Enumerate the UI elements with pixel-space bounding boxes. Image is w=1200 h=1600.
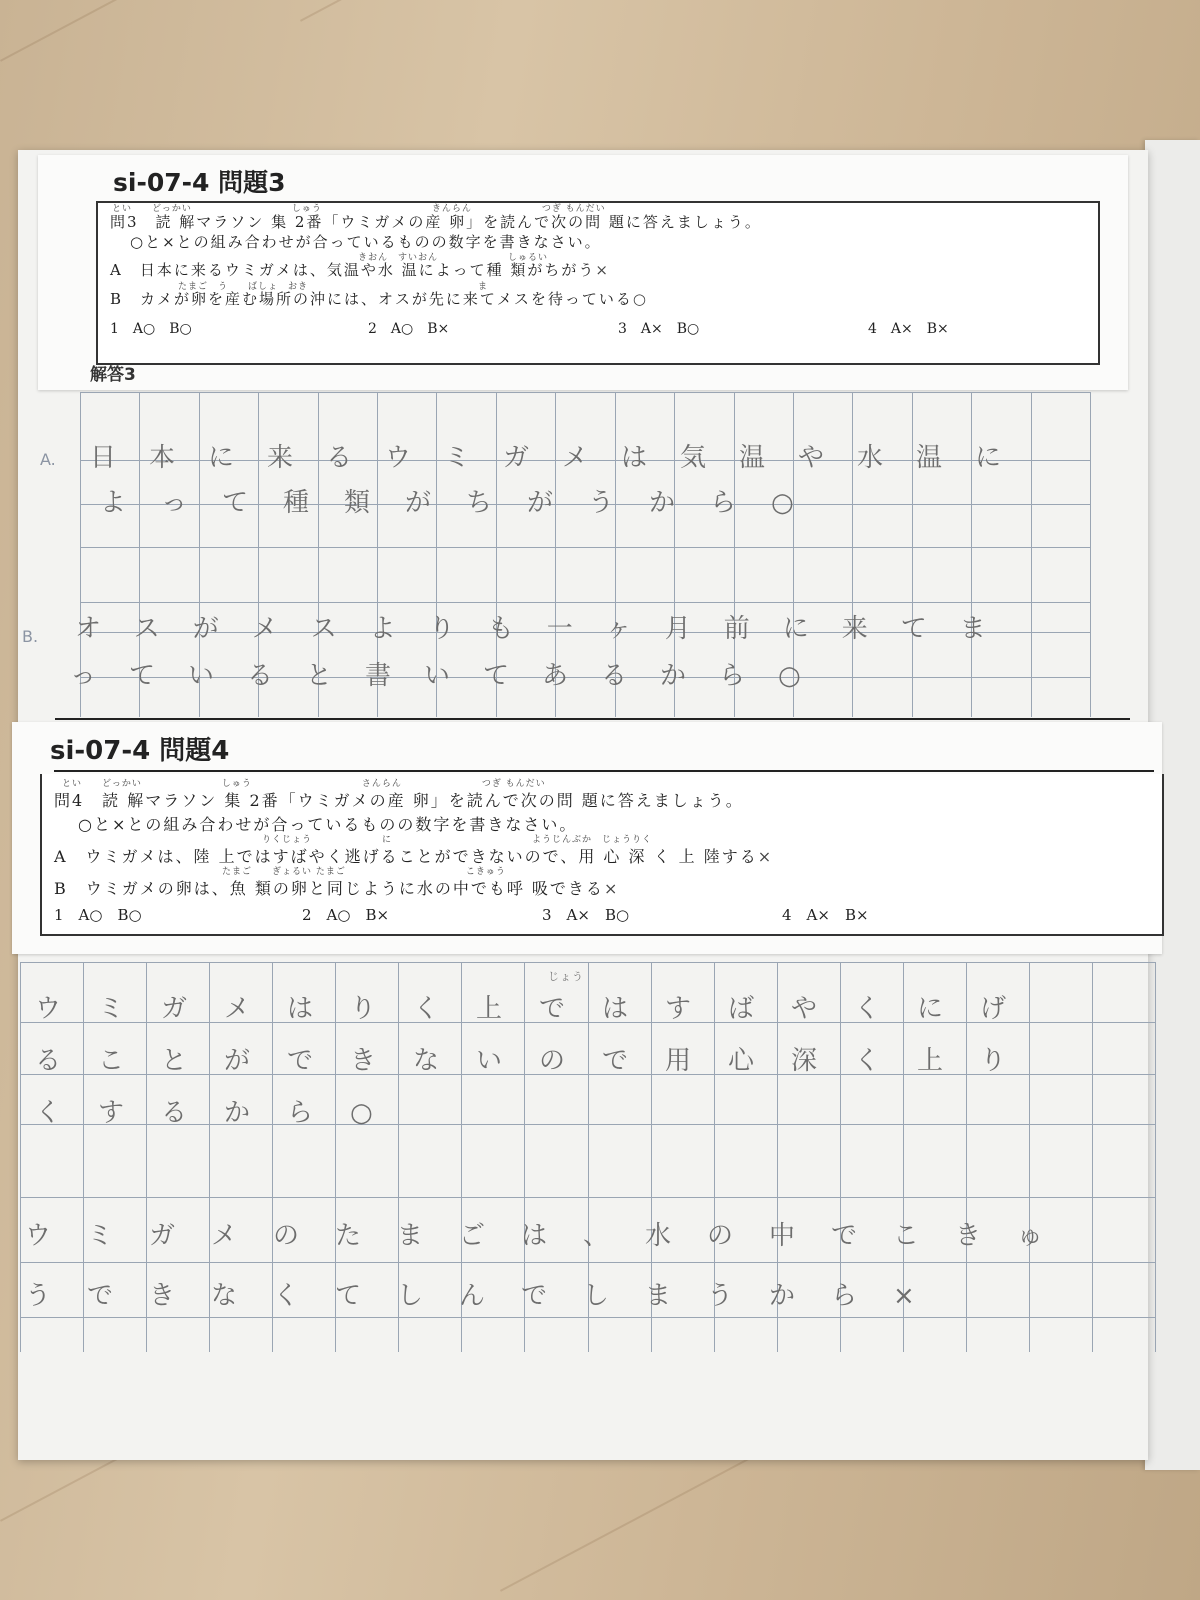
row-label-b: B. [22, 627, 39, 646]
option-4: 4 A× B× [868, 321, 949, 337]
question4-prompt: 問4 読 解マラソン 集 2番「ウミガメの産 卵」を読んで次の問 題に答えましょう。 [54, 791, 744, 810]
title-underline [54, 770, 1154, 772]
furigana: りくじょう に ようじんぶか じょうりく [262, 835, 653, 845]
furigana: とい どっかい しゅう さんらん つぎ もんだい [62, 779, 546, 789]
option-1: 1 A○ B○ [110, 321, 192, 337]
question4-statement-b [54, 876, 619, 899]
option-2: 2 A○ B× [302, 906, 390, 924]
grid-row-line [80, 602, 1090, 603]
question4-title: si-07-4 問題4 [50, 736, 230, 766]
answer4-row-b1: ウミガメのたまごは、水の中でこきゅ [25, 1221, 1080, 1251]
question3-title: si-07-4 問題3 [113, 168, 286, 197]
answer-mark: ○ [632, 290, 648, 308]
furigana: たまご ぎょるい たまご こきゅう [222, 867, 506, 877]
grid-row-line [20, 1262, 1155, 1263]
grid-row-line [80, 392, 1090, 393]
question3-strip [38, 155, 1128, 390]
option-3: 3 A× B○ [618, 321, 700, 337]
answer-mark: × [757, 847, 774, 866]
wood-grain [300, 0, 1096, 22]
answer4-row-a1: ウミガメはりく上ではすばやくにげ [35, 994, 1044, 1024]
question3-prompt: 問3 読 解マラソン 集 2番「ウミガメの産 卵」を読んで次の問 題に答えましょう。 [110, 213, 762, 231]
answer-mark: × [603, 879, 620, 898]
answer3-row-b2: っていると書いてあるから○ [70, 661, 834, 691]
furigana: たまご う ばしょ おき ま [178, 282, 489, 292]
answer3-row-a2: よって種類がちがうから○ [100, 488, 829, 518]
answer3-row-b1: オスがメスよりも一ヶ月前に来てま [75, 614, 1019, 644]
grid-column-line [1090, 392, 1091, 717]
handwritten-furigana: じょう [548, 970, 584, 983]
question3-box [96, 201, 1100, 365]
statement-a-text: A ウミガメは、陸 上ではすばやく逃げることができないので、用 心 深 く 上 陸する [54, 847, 758, 866]
statement-b-text: B カメが卵を産む場所の沖には、オスが先に来てメスを待っている [110, 290, 633, 308]
question3-statement-b [110, 288, 648, 309]
grid-row-line [20, 1317, 1155, 1318]
question3-statement-a [110, 259, 610, 280]
question3-instruction: ○と×との組み合わせが合っているものの数字を書きなさい。 [130, 233, 602, 251]
divider-line [55, 718, 1130, 720]
answer-mark: × [595, 261, 610, 279]
grid-row-line [20, 1197, 1155, 1198]
statement-a-text: A 日本に来るウミガメは、気温や水 温によって種 類がちがう [110, 261, 596, 279]
option-2: 2 A○ B× [368, 321, 450, 337]
statement-b-text: B ウミガメの卵は、魚 類の卵と同じように水の中でも呼 吸できる [54, 879, 604, 898]
option-4: 4 A× B× [782, 906, 869, 924]
answer4-row-a3: くするから○ [35, 1098, 410, 1128]
answer3-label: 解答3 [90, 365, 136, 385]
question4-instruction: ○と×との組み合わせが合っているものの数字を書きなさい。 [78, 815, 578, 834]
furigana: とい どっかい しゅう きんらん つぎ もんだい [112, 204, 606, 214]
grid-row-line [80, 547, 1090, 548]
grid-column-line [1092, 962, 1093, 1352]
answer4-row-a2: ることができないので用心深く上り [35, 1046, 1044, 1076]
question4-strip [12, 722, 1162, 954]
wood-grain [0, 0, 619, 62]
grid-row-line [20, 962, 1155, 963]
grid-column-line [1155, 962, 1156, 1352]
row-label-a: A. [40, 450, 56, 469]
option-3: 3 A× B○ [542, 906, 630, 924]
furigana: きおん すいおん しゅるい [358, 253, 549, 263]
grid-column-line [20, 962, 21, 1352]
question4-box [40, 774, 1164, 936]
option-1: 1 A○ B○ [54, 906, 142, 924]
answer4-row-b2: うできなくてしんでしまうから× [25, 1281, 951, 1311]
answer3-row-a1: 日本に来るウミガメは気温や水温に [90, 443, 1035, 473]
